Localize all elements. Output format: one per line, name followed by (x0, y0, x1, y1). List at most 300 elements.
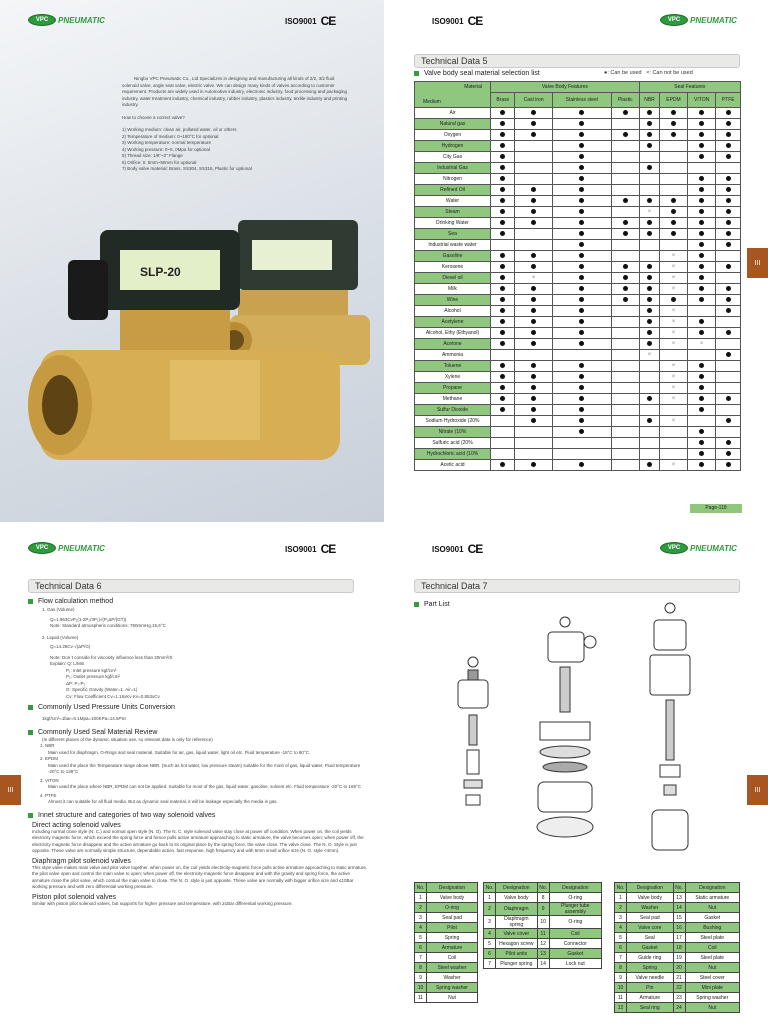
compat-cell (515, 152, 552, 163)
compat-cell (515, 394, 552, 405)
compat-cell (639, 328, 660, 339)
compat-cell (515, 295, 552, 306)
part-number-cell: 9 (615, 973, 627, 983)
dot-icon (699, 440, 704, 445)
compat-cell (716, 152, 741, 163)
dot-icon (671, 110, 676, 115)
part-number-cell: 10 (615, 983, 627, 993)
compat-cell (716, 317, 741, 328)
dot-icon (579, 418, 584, 423)
dot-icon (699, 143, 704, 148)
table-row (415, 317, 741, 328)
compat-cell (660, 350, 687, 361)
compat-cell (639, 130, 660, 141)
material-medium-header: Material Medium (415, 82, 491, 108)
part-name-cell: Valve core (627, 923, 674, 933)
table-row (415, 963, 478, 973)
dot-icon (531, 187, 536, 192)
dot-icon (699, 407, 704, 412)
dot-icon (579, 231, 584, 236)
compat-cell (611, 438, 639, 449)
compat-cell (639, 196, 660, 207)
dot-icon (531, 198, 536, 203)
table-row (415, 306, 741, 317)
compat-cell (716, 372, 741, 383)
column-header: NBR (639, 93, 660, 108)
dot-icon (531, 264, 536, 269)
dot-icon (579, 242, 584, 247)
compat-cell (716, 108, 741, 119)
dot-icon (647, 319, 652, 324)
compat-cell (491, 152, 515, 163)
compat-cell (552, 416, 611, 427)
medium-cell: Industrial waste water (415, 240, 491, 251)
dot-icon (647, 110, 652, 115)
part-name-cell: Plunger spring (496, 959, 538, 969)
compat-cell (552, 383, 611, 394)
intro-item: 7) Body valve material: Brass, SS304, SS316, Plastic for optional (122, 166, 252, 171)
compat-cell (552, 196, 611, 207)
compat-cell (491, 229, 515, 240)
part-name-cell: Guide ring (627, 953, 674, 963)
dot-icon (531, 385, 536, 390)
cross-icon: × (647, 209, 652, 215)
compat-cell (639, 350, 660, 361)
compat-cell (639, 273, 660, 284)
column-header: EPDM (660, 93, 687, 108)
table-row (415, 383, 741, 394)
part-number-cell: 1 (415, 893, 427, 903)
dot-icon (623, 110, 628, 115)
dot-icon (726, 396, 731, 401)
compat-cell (491, 295, 515, 306)
table-row (415, 218, 741, 229)
compat-cell (515, 273, 552, 284)
compat-cell (639, 119, 660, 130)
iso-cert: ISO9001 CE (285, 14, 336, 28)
dot-icon (647, 275, 652, 280)
part-name-cell: Static armature (685, 893, 739, 903)
part-number-cell: 4 (615, 923, 627, 933)
compat-cell (660, 196, 687, 207)
compat-cell (687, 328, 716, 339)
table-row (415, 284, 741, 295)
vpc-logo-icon: VPC (660, 542, 688, 554)
medium-cell: Xylene (415, 372, 491, 383)
part-name-cell: Gasket (549, 949, 601, 959)
part-number-cell: 24 (673, 1003, 685, 1013)
part-number-cell: 2 (415, 903, 427, 913)
medium-cell: Hydrogen (415, 141, 491, 152)
compat-cell (687, 196, 716, 207)
compat-cell (639, 185, 660, 196)
part-name-cell: Gasket (627, 943, 674, 953)
compat-cell (491, 306, 515, 317)
compat-cell (716, 405, 741, 416)
compat-cell (515, 229, 552, 240)
compat-cell (687, 152, 716, 163)
compat-cell (611, 163, 639, 174)
compat-cell (639, 438, 660, 449)
compat-cell (660, 273, 687, 284)
compat-cell (552, 394, 611, 405)
dot-icon (647, 121, 652, 126)
dot-icon (699, 264, 704, 269)
compat-cell (611, 218, 639, 229)
compat-cell (639, 460, 660, 471)
compat-cell (552, 460, 611, 471)
dot-icon (726, 209, 731, 214)
bullet-square-icon (28, 730, 33, 735)
compat-cell (515, 339, 552, 350)
medium-cell: Alcohol, Ethy (Ethyanol) (415, 328, 491, 339)
compat-cell (639, 394, 660, 405)
compat-cell (552, 174, 611, 185)
bullet-square-icon (414, 71, 419, 76)
compat-cell (552, 306, 611, 317)
compat-cell (611, 284, 639, 295)
dot-icon (531, 110, 536, 115)
part-number-cell: 7 (615, 953, 627, 963)
table-row (415, 993, 478, 1003)
medium-cell: Propane (415, 383, 491, 394)
compat-cell (639, 284, 660, 295)
dot-icon (579, 165, 584, 170)
iso-cert: ISO9001 CE (432, 14, 483, 28)
dot-icon (500, 198, 505, 203)
dot-icon (726, 286, 731, 291)
table-row (415, 372, 741, 383)
cross-icon: × (671, 319, 676, 325)
compat-cell (611, 306, 639, 317)
dot-icon (531, 418, 536, 423)
medium-cell: Wine (415, 295, 491, 306)
compat-cell (716, 207, 741, 218)
table-row (415, 953, 478, 963)
body-features-header: Valve Body Features (491, 82, 640, 93)
compat-cell (552, 438, 611, 449)
dot-icon (579, 429, 584, 434)
compat-cell (660, 328, 687, 339)
dot-icon (579, 385, 584, 390)
compat-cell (515, 405, 552, 416)
dot-icon (531, 407, 536, 412)
compat-cell (639, 174, 660, 185)
compat-cell (491, 361, 515, 372)
compat-cell (611, 460, 639, 471)
compat-cell (687, 174, 716, 185)
compat-cell (639, 339, 660, 350)
compat-cell (660, 130, 687, 141)
compat-cell (660, 108, 687, 119)
part-name-cell: Coil (685, 943, 739, 953)
compat-cell (552, 229, 611, 240)
part-name-cell: Pin (627, 983, 674, 993)
compat-cell (491, 130, 515, 141)
part-name-cell: Valve body (627, 893, 674, 903)
table-row (615, 973, 740, 983)
compat-cell (611, 317, 639, 328)
part-number-cell: 8 (415, 963, 427, 973)
part-name-cell: Pilot (427, 923, 478, 933)
part-name-cell: Bushing (685, 923, 739, 933)
table-row (415, 163, 741, 174)
column-header: VITON (687, 93, 716, 108)
dot-icon (579, 110, 584, 115)
compat-cell (611, 207, 639, 218)
table-row (415, 361, 741, 372)
medium-cell: Gasoline (415, 251, 491, 262)
compat-cell (660, 185, 687, 196)
table-row (615, 943, 740, 953)
exploded-diagram-1 (450, 640, 500, 840)
table-row (415, 141, 741, 152)
compat-cell (515, 163, 552, 174)
dot-icon (726, 231, 731, 236)
brand-logo: VPC PNEUMATIC (28, 540, 105, 556)
part-name-cell: Seal pad (427, 913, 478, 923)
compat-cell (491, 174, 515, 185)
dot-icon (699, 110, 704, 115)
compat-cell (552, 163, 611, 174)
part-number-cell: 7 (415, 953, 427, 963)
compat-cell (660, 394, 687, 405)
medium-cell: Natural gas (415, 119, 491, 130)
compat-cell (660, 119, 687, 130)
section-tab: III (747, 248, 768, 278)
dot-icon (579, 319, 584, 324)
dot-icon (500, 231, 505, 236)
cross-icon: × (671, 286, 676, 292)
column-header: No. (673, 883, 685, 893)
compat-cell (639, 207, 660, 218)
compat-cell (687, 416, 716, 427)
compat-cell (716, 394, 741, 405)
compat-cell (716, 383, 741, 394)
part-number-cell: 3 (415, 913, 427, 923)
table-row (484, 916, 602, 929)
dot-icon (699, 330, 704, 335)
compat-cell (611, 152, 639, 163)
medium-cell: Hydrochloric acid (10% (415, 449, 491, 460)
medium-cell: Sulfuric acid (20% (415, 438, 491, 449)
table-row (415, 262, 741, 273)
dot-icon (726, 176, 731, 181)
dot-icon (500, 396, 505, 401)
compat-cell (552, 427, 611, 438)
inner-structure-heading: Innet structure and categories of two way solenoid valves (28, 812, 368, 819)
compat-cell (639, 163, 660, 174)
dot-icon (579, 374, 584, 379)
compat-cell (491, 108, 515, 119)
part-number-cell: 5 (484, 939, 496, 949)
table-row (415, 240, 741, 251)
compat-cell (515, 207, 552, 218)
part-number-cell: 13 (537, 949, 549, 959)
dot-icon (726, 187, 731, 192)
material-table (414, 81, 741, 471)
medium-cell: Toluene (415, 361, 491, 372)
compat-cell (660, 339, 687, 350)
compat-cell (552, 361, 611, 372)
part-number-cell: 6 (615, 943, 627, 953)
dot-icon (647, 462, 652, 467)
dot-icon (623, 275, 628, 280)
compat-cell (611, 251, 639, 262)
compat-cell (660, 449, 687, 460)
iso-cert: ISO9001 CE (285, 542, 336, 556)
vpc-logo-icon: VPC (28, 14, 56, 26)
dot-icon (699, 462, 704, 467)
table-row (615, 963, 740, 973)
dot-icon (531, 363, 536, 368)
part-name-cell: Nut (685, 1003, 739, 1013)
compat-cell (687, 317, 716, 328)
compat-cell (660, 383, 687, 394)
part-number-cell: 23 (673, 993, 685, 1003)
dot-icon (500, 374, 505, 379)
table-row (615, 893, 740, 903)
compat-cell (515, 196, 552, 207)
medium-cell: Steam (415, 207, 491, 218)
dot-icon (500, 143, 505, 148)
part-name-cell: Valve needle (627, 973, 674, 983)
compat-cell (611, 108, 639, 119)
column-header: Designation (627, 883, 674, 893)
part-number-cell: 21 (673, 973, 685, 983)
compat-cell (491, 207, 515, 218)
dot-icon (671, 231, 676, 236)
compat-cell (552, 207, 611, 218)
compat-cell (491, 449, 515, 460)
part-number-cell: 2 (615, 903, 627, 913)
medium-cell: Acetic acid (415, 460, 491, 471)
cross-icon: × (671, 396, 676, 402)
dot-icon (579, 286, 584, 291)
table-row (415, 119, 741, 130)
compat-cell (552, 152, 611, 163)
dot-icon (699, 121, 704, 126)
table-row (415, 923, 478, 933)
column-header: No. (537, 883, 549, 893)
part-name-cell: Pilot units (496, 949, 538, 959)
table-row (415, 295, 741, 306)
compat-cell (687, 119, 716, 130)
compat-cell (660, 251, 687, 262)
table-row (415, 903, 478, 913)
compat-cell (687, 405, 716, 416)
dot-icon (500, 286, 505, 291)
dot-icon (726, 220, 731, 225)
part-number-cell: 10 (537, 916, 549, 929)
compat-cell (611, 383, 639, 394)
cross-icon: × (671, 308, 676, 314)
compat-cell (660, 295, 687, 306)
compat-cell (515, 185, 552, 196)
part-name-cell: Nut (685, 963, 739, 973)
table-row (415, 152, 741, 163)
dot-icon (726, 132, 731, 137)
compat-cell (660, 152, 687, 163)
compat-cell (611, 295, 639, 306)
compat-cell (491, 328, 515, 339)
column-header: Brass (491, 93, 515, 108)
medium-cell: Acetone (415, 339, 491, 350)
table-row (415, 350, 741, 361)
compat-cell (515, 174, 552, 185)
brand-logo: VPC PNEUMATIC (660, 540, 737, 556)
part-name-cell: Seal ring (627, 1003, 674, 1013)
compat-cell (660, 460, 687, 471)
part-number-cell: 6 (415, 943, 427, 953)
compat-cell (491, 438, 515, 449)
compat-cell (660, 229, 687, 240)
compat-cell (716, 251, 741, 262)
dot-icon (647, 396, 652, 401)
dot-icon (699, 187, 704, 192)
part-name-cell: Armature (427, 943, 478, 953)
compat-cell (687, 449, 716, 460)
column-header: No. (484, 883, 496, 893)
table-row (415, 973, 478, 983)
intro-item: 1) Working medium: clean air, polluted water, oil or others (122, 127, 237, 132)
dot-icon (726, 154, 731, 159)
compat-cell (660, 262, 687, 273)
part-name-cell: O-ring (427, 903, 478, 913)
compat-cell (515, 372, 552, 383)
dot-icon (647, 341, 652, 346)
compat-cell (611, 394, 639, 405)
part-name-cell: Steel washer (427, 963, 478, 973)
dot-icon (699, 396, 704, 401)
compat-cell (552, 273, 611, 284)
compat-cell (660, 405, 687, 416)
section-tab: III (747, 775, 768, 805)
table-row (415, 273, 741, 284)
dot-icon (647, 418, 652, 423)
part-number-cell: 14 (537, 959, 549, 969)
compat-cell (660, 218, 687, 229)
compat-cell (639, 383, 660, 394)
bullet-square-icon (28, 813, 33, 818)
compat-cell (687, 438, 716, 449)
dot-icon (699, 451, 704, 456)
table-row (415, 394, 741, 405)
dot-icon (726, 121, 731, 126)
part-name-cell: Valve body (427, 893, 478, 903)
intro-item: 4) Working pressure: 0~5, 0Mpa for optional (122, 146, 210, 152)
compat-cell (515, 240, 552, 251)
dot-icon (579, 143, 584, 148)
compat-cell (611, 372, 639, 383)
compat-cell (687, 361, 716, 372)
compat-cell (660, 163, 687, 174)
page-number: Page-118 (690, 504, 742, 513)
table-row (484, 939, 602, 949)
vpc-logo-icon: VPC (660, 14, 688, 26)
part-number-cell: 8 (615, 963, 627, 973)
bullet-square-icon (414, 602, 419, 607)
compat-cell (515, 306, 552, 317)
column-header: Plastic (611, 93, 639, 108)
compat-cell (687, 141, 716, 152)
dot-icon (579, 132, 584, 137)
dot-icon (726, 242, 731, 247)
part-name-cell: Valve cover (496, 929, 538, 939)
compat-cell (491, 284, 515, 295)
dot-icon (531, 330, 536, 335)
compat-cell (515, 328, 552, 339)
